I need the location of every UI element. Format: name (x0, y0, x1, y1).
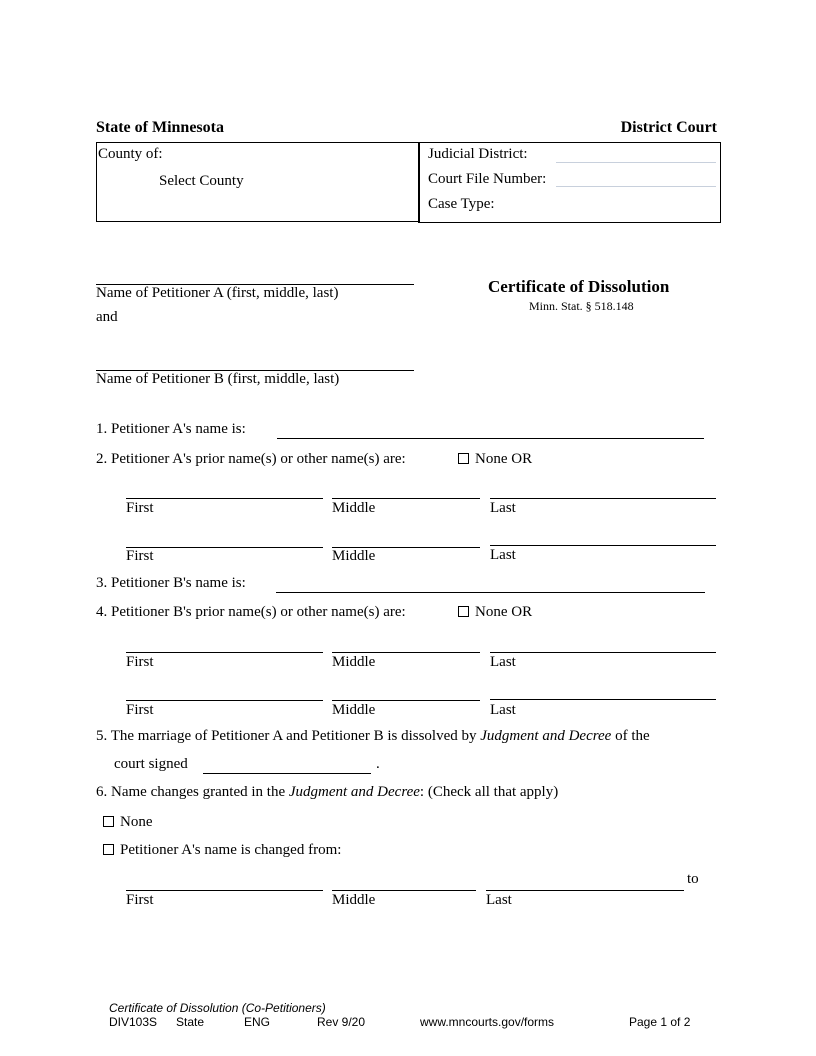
b-prior-middle-2-field[interactable] (332, 700, 480, 701)
a-prior-last-1-field[interactable] (490, 498, 716, 499)
item-2-none-option[interactable] (458, 451, 532, 468)
court-file-number-label: Court File Number: (428, 171, 547, 187)
checkbox-icon[interactable] (458, 453, 469, 464)
item-3-label: 3. Petitioner B's name is: (96, 575, 246, 591)
petitioner-a-caption-label: Name of Petitioner A (first, middle, last) (96, 285, 339, 301)
footer-page-number: Page 1 of 2 (629, 1015, 691, 1029)
county-label: County of: (98, 146, 163, 162)
item-5-italic: Judgment and Decree (480, 728, 612, 744)
a-prior-first-2-field[interactable] (126, 547, 323, 548)
none-label: None (120, 814, 153, 830)
item-6-none-option[interactable] (103, 814, 153, 831)
court-file-number-field[interactable] (556, 186, 716, 187)
a-prior-first-1-field[interactable] (126, 498, 323, 499)
item-5-text-b: of the (611, 728, 650, 744)
last-label: Last (490, 654, 516, 670)
item-2-label: 2. Petitioner A's prior name(s) or other name(s) are: (96, 451, 406, 467)
b-prior-first-1-field[interactable] (126, 652, 323, 653)
b-prior-first-2-field[interactable] (126, 700, 323, 701)
court-heading: District Court (620, 119, 717, 136)
a-changed-middle-field[interactable] (332, 890, 476, 891)
checkbox-icon[interactable] (103, 816, 114, 827)
first-label: First (126, 892, 154, 908)
item-6-italic: Judgment and Decree (288, 784, 420, 800)
checkbox-icon[interactable] (458, 606, 469, 617)
b-prior-last-2-field[interactable] (490, 699, 716, 700)
a-prior-last-2-field[interactable] (490, 545, 716, 546)
last-label: Last (490, 500, 516, 516)
none-or-label: None OR (475, 604, 533, 620)
middle-label: Middle (332, 548, 376, 564)
none-or-label: None OR (475, 451, 533, 467)
item-1-label: 1. Petitioner A's name is: (96, 421, 246, 437)
footer-revision: Rev 9/20 (317, 1015, 366, 1029)
first-label: First (126, 702, 154, 718)
document-title: Certificate of Dissolution (488, 277, 670, 296)
judicial-district-label: Judicial District: (428, 146, 528, 162)
petitioner-a-name-input[interactable] (277, 438, 704, 439)
middle-label: Middle (332, 892, 376, 908)
date-signed-field[interactable] (203, 773, 371, 774)
petitioner-b-caption-label: Name of Petitioner B (first, middle, last) (96, 371, 340, 387)
item-4-none-option[interactable] (458, 604, 532, 621)
county-select[interactable]: Select County (159, 173, 244, 189)
petitioner-b-name-input[interactable] (276, 592, 705, 593)
middle-label: Middle (332, 702, 376, 718)
case-type-label: Case Type: (428, 196, 495, 212)
item-5-text (96, 728, 650, 745)
checkbox-icon[interactable] (103, 844, 114, 855)
footer-website[interactable]: www.mncourts.gov/forms (420, 1015, 555, 1029)
item-4-label: 4. Petitioner B's prior name(s) or other name(s) are: (96, 604, 406, 620)
b-prior-last-1-field[interactable] (490, 652, 716, 653)
b-prior-middle-1-field[interactable] (332, 652, 480, 653)
a-changed-first-field[interactable] (126, 890, 323, 891)
first-label: First (126, 654, 154, 670)
footer-language: ENG (244, 1015, 271, 1029)
state-heading: State of Minnesota (96, 119, 224, 136)
middle-label: Middle (332, 500, 376, 516)
last-label: Last (490, 702, 516, 718)
first-label: First (126, 500, 154, 516)
to-label: to (687, 871, 699, 887)
item-6-text (96, 784, 558, 801)
middle-label: Middle (332, 654, 376, 670)
last-label: Last (486, 892, 512, 908)
footer-form-title: Certificate of Dissolution (Co-Petitioners) (109, 1001, 326, 1015)
judicial-district-field[interactable] (556, 162, 716, 163)
first-label: First (126, 548, 154, 564)
footer-jurisdiction: State (176, 1015, 205, 1029)
item-6-text-b: : (Check all that apply) (419, 784, 559, 800)
footer-form-code: DIV103S (109, 1015, 158, 1029)
a-prior-middle-1-field[interactable] (332, 498, 480, 499)
item-5-period: . (376, 756, 380, 772)
item-6-text-a: 6. Name changes granted in the (96, 784, 289, 800)
statute-citation: Minn. Stat. § 518.148 (529, 299, 634, 313)
item-6-petitioner-a-option[interactable] (103, 842, 341, 859)
a-changed-last-field[interactable] (486, 890, 684, 891)
item-5-text-a: 5. The marriage of Petitioner A and Petitioner B is dissolved by (96, 728, 481, 744)
and-text: and (96, 309, 118, 325)
last-label: Last (490, 547, 516, 563)
petitioner-a-changed-label: Petitioner A's name is changed from: (120, 842, 342, 858)
item-5-court-signed-label: court signed (114, 756, 188, 772)
